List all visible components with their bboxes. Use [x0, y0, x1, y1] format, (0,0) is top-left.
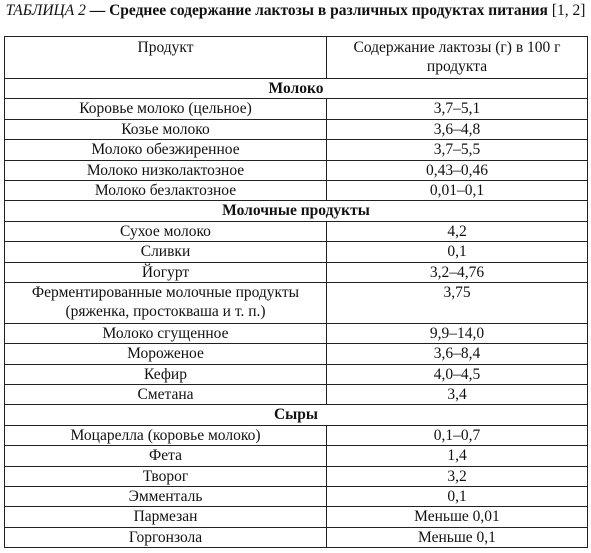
product-cell: Коровье молоко (цельное) — [5, 99, 327, 119]
value-cell: 3,7–5,5 — [327, 140, 588, 160]
table-row — [5, 364, 588, 384]
table-reference: [1, 2] — [547, 2, 586, 19]
section-title: Молоко — [5, 79, 588, 99]
caption-dash: — — [85, 2, 110, 19]
product-cell: Горгонзола — [5, 527, 327, 547]
product-cell: Молоко безлактозное — [5, 180, 327, 200]
product-cell: Мороженое — [5, 344, 327, 364]
table-row — [5, 99, 588, 119]
value-cell: 3,6–4,8 — [327, 119, 588, 139]
table-row — [5, 425, 588, 445]
product-cell: Молоко сгущенное — [5, 323, 327, 343]
table-row — [5, 446, 588, 466]
product-cell: Сметана — [5, 385, 327, 405]
value-cell: 3,2 — [327, 466, 588, 486]
section-row-dairy — [5, 201, 588, 221]
product-cell: Молоко обезжиренное — [5, 140, 327, 160]
value-cell: 0,1 — [327, 487, 588, 507]
table-row — [5, 140, 588, 160]
table-row — [5, 527, 588, 547]
table-row — [5, 466, 588, 486]
product-cell: Творог — [5, 466, 327, 486]
value-cell: 0,1–0,7 — [327, 425, 588, 445]
product-cell: Моцарелла (коровье молоко) — [5, 425, 327, 445]
value-cell: 9,9–14,0 — [327, 323, 588, 343]
table-row — [5, 180, 588, 200]
lactose-table — [4, 36, 588, 548]
table-row — [5, 119, 588, 139]
section-row-milk — [5, 79, 588, 99]
value-cell: 4,0–4,5 — [327, 364, 588, 384]
value-cell: 3,75 — [327, 282, 588, 323]
table-row — [5, 262, 588, 282]
table-row — [5, 323, 588, 343]
value-cell: Меньше 0,1 — [327, 527, 588, 547]
table-row — [5, 385, 588, 405]
section-title: Молочные продукты — [5, 201, 588, 221]
table-caption — [0, 0, 591, 36]
table-row — [5, 242, 588, 262]
value-cell: 3,7–5,1 — [327, 99, 588, 119]
value-cell: 3,6–8,4 — [327, 344, 588, 364]
value-cell: 0,1 — [327, 242, 588, 262]
table-header-row — [5, 37, 588, 79]
product-cell: Эмменталь — [5, 487, 327, 507]
section-title: Сыры — [5, 405, 588, 425]
table-row — [5, 221, 588, 241]
product-cell: Йогурт — [5, 262, 327, 282]
value-cell: Меньше 0,01 — [327, 507, 588, 527]
table-row — [5, 282, 588, 323]
product-cell: Козье молоко — [5, 119, 327, 139]
table-row — [5, 507, 588, 527]
value-cell: 1,4 — [327, 446, 588, 466]
product-cell: Фета — [5, 446, 327, 466]
value-cell: 0,43–0,46 — [327, 160, 588, 180]
value-cell: 4,2 — [327, 221, 588, 241]
header-product: Продукт — [5, 37, 327, 79]
product-cell: Пармезан — [5, 507, 327, 527]
product-cell: Сухое молоко — [5, 221, 327, 241]
table-row — [5, 344, 588, 364]
table-title: Среднее содержание лактозы в различных продуктах питания — [109, 2, 548, 19]
section-row-cheese — [5, 405, 588, 425]
product-cell: Сливки — [5, 242, 327, 262]
header-lactose: Содержание лактозы (г) в 100 г продукта — [327, 37, 588, 79]
value-cell: 0,01–0,1 — [327, 180, 588, 200]
table-row — [5, 487, 588, 507]
product-cell: Молоко низколактозное — [5, 160, 327, 180]
value-cell: 3,2–4,76 — [327, 262, 588, 282]
value-cell: 3,4 — [327, 385, 588, 405]
table-number: ТАБЛИЦА 2 — [5, 2, 86, 19]
product-cell: Кефир — [5, 364, 327, 384]
product-cell: Ферментированные молочные продукты (ряженка, простокваша и т. п.) — [5, 282, 327, 323]
table-row — [5, 160, 588, 180]
